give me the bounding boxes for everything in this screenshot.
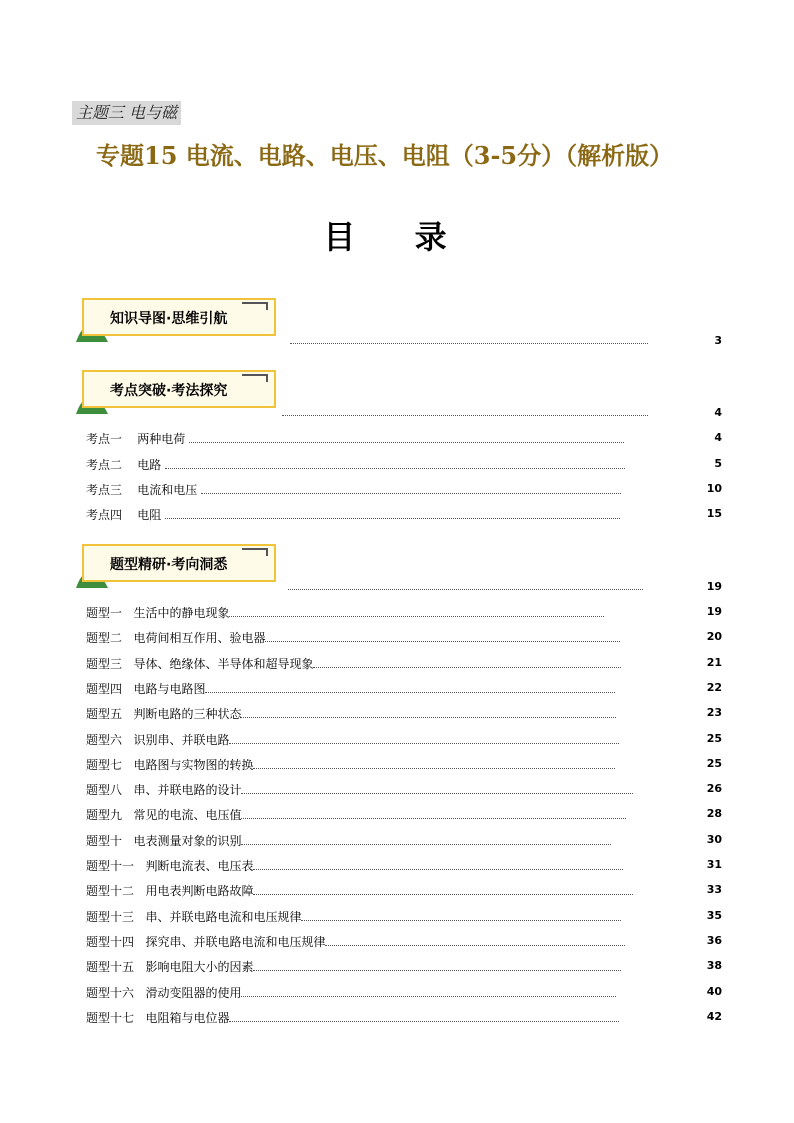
toc-row[interactable] [86, 933, 625, 947]
toc-row-number: 题型十七 [86, 1010, 135, 1025]
toc-row[interactable] [86, 456, 625, 470]
toc-row-title: 电阻箱与电位器 [145, 1010, 230, 1025]
dot-leader [290, 343, 648, 344]
toc-row-title: 识别串、并联电路 [133, 732, 230, 747]
page-number[interactable]: 19 [706, 605, 722, 618]
page-number[interactable]: 26 [706, 782, 722, 796]
dot-leader [229, 608, 604, 617]
dot-leader [189, 434, 624, 443]
dot-leader [165, 460, 625, 469]
toc-row-number: 题型十三 [86, 909, 135, 924]
section-label: 知识导图·思维引航 [110, 311, 228, 327]
toc-row-number: 题型一 [86, 606, 123, 620]
toc-row-title: 串、并联电路电流和电压规律 [145, 909, 302, 924]
toc-row[interactable] [86, 506, 620, 520]
toc-row[interactable] [86, 908, 621, 922]
toc-row-title: 探究串、并联电路电流和电压规律 [145, 934, 326, 949]
document-title: 专题15 电流、电路、电压、电阻（3-5分）（解析版） [96, 141, 674, 170]
section-header-question-types[interactable] [76, 544, 336, 588]
toc-row[interactable] [86, 984, 616, 998]
section-header-exam-points[interactable] [76, 370, 336, 414]
dot-leader [253, 962, 621, 971]
toc-row[interactable] [86, 781, 633, 798]
toc-row-number: 考点三 [86, 483, 123, 497]
dot-leader [205, 684, 615, 693]
page-number[interactable]: 4 [714, 431, 722, 444]
toc-row[interactable] [86, 481, 621, 495]
toc-row-title: 两种电荷 [137, 432, 186, 446]
section-label: 题型精研·考向洞悉 [110, 557, 228, 573]
toc-row[interactable] [86, 857, 623, 871]
page-number[interactable]: 19 [706, 580, 722, 593]
dot-leader [253, 886, 633, 895]
page-number[interactable]: 25 [706, 731, 722, 745]
toc-row-number: 题型四 [86, 681, 123, 696]
toc-row-title: 电阻 [137, 508, 162, 522]
toc-row-title: 常见的电流、电压值 [133, 808, 242, 823]
dot-leader [241, 810, 626, 819]
toc-row-number: 题型十一 [86, 859, 135, 873]
page-number[interactable]: 15 [706, 507, 722, 520]
toc-row[interactable] [86, 705, 616, 722]
dot-leader [288, 589, 643, 590]
toc-row-title: 影响电阻大小的因素 [145, 960, 254, 975]
dot-leader [201, 485, 621, 494]
page-number[interactable]: 5 [714, 457, 722, 470]
toc-row-number: 考点二 [86, 458, 123, 472]
toc-row-number: 题型三 [86, 656, 123, 671]
toc-row-title: 电表测量对象的识别 [133, 833, 242, 848]
dot-leader [265, 633, 620, 642]
dot-leader [282, 415, 648, 416]
corner-mark-icon [242, 548, 268, 556]
page-number[interactable]: 21 [706, 655, 722, 669]
toc-row-title: 电流和电压 [137, 483, 198, 497]
page-number[interactable]: 4 [714, 406, 722, 419]
dot-leader [253, 760, 615, 769]
page-number[interactable]: 23 [706, 706, 722, 720]
page-number[interactable]: 28 [706, 807, 722, 821]
page-number[interactable]: 42 [706, 1009, 722, 1023]
toc-row-number: 题型七 [86, 757, 123, 772]
topic-label: 主题三 电与磁 [72, 101, 181, 125]
page-number[interactable]: 30 [706, 832, 722, 846]
section-label: 考点突破·考法探究 [110, 383, 228, 399]
toc-row-number: 题型十四 [86, 934, 135, 949]
toc-row-title: 生活中的静电现象 [133, 606, 230, 620]
page-number[interactable]: 20 [706, 630, 722, 644]
toc-row[interactable] [86, 958, 621, 975]
dot-leader [301, 912, 621, 921]
toc-row-number: 考点四 [86, 508, 123, 522]
dot-leader [241, 785, 633, 794]
dot-leader [241, 988, 616, 997]
toc-row-title: 电路图与实物图的转换 [133, 757, 254, 772]
page-number[interactable]: 35 [706, 908, 722, 922]
toc-row[interactable] [86, 680, 615, 694]
toc-row[interactable] [86, 756, 615, 770]
toc-row-number: 题型十二 [86, 884, 135, 899]
toc-row[interactable] [86, 604, 604, 618]
toc-row-number: 题型八 [86, 783, 123, 798]
page-number[interactable]: 10 [706, 482, 722, 495]
toc-row-title: 判断电路的三种状态 [133, 707, 242, 722]
dot-leader [241, 836, 611, 845]
toc-row-title: 滑动变阻器的使用 [145, 985, 242, 1000]
page-number[interactable]: 25 [706, 756, 722, 770]
toc-row[interactable] [86, 731, 619, 745]
toc-row[interactable] [86, 430, 624, 444]
toc-row[interactable] [86, 806, 626, 823]
toc-row-title: 电荷间相互作用、验电器 [133, 631, 266, 646]
toc-row[interactable] [86, 655, 621, 669]
section-header-knowledge-map[interactable] [76, 298, 336, 342]
toc-row-number: 题型五 [86, 707, 123, 722]
dot-leader [325, 937, 625, 946]
toc-row-title: 用电表判断电路故障 [145, 884, 254, 899]
page-number[interactable]: 22 [706, 680, 722, 694]
page-number[interactable]: 40 [706, 984, 722, 998]
page-number[interactable]: 36 [706, 933, 722, 947]
toc-row[interactable] [86, 1009, 619, 1023]
toc-row-title: 导体、绝缘体、半导体和超导现象 [133, 656, 314, 671]
toc-row-title: 电路 [137, 458, 162, 472]
toc-row-number: 题型十六 [86, 985, 135, 1000]
dot-leader [241, 709, 616, 718]
dot-leader [229, 735, 619, 744]
page-number[interactable]: 38 [706, 959, 722, 973]
toc-row-title: 串、并联电路的设计 [133, 783, 242, 798]
toc-row[interactable] [86, 832, 611, 846]
toc-row-number: 题型六 [86, 732, 123, 747]
page-number[interactable]: 33 [706, 883, 722, 897]
toc-row-number: 题型十五 [86, 960, 135, 975]
dot-leader [253, 861, 623, 870]
dot-leader [313, 659, 621, 668]
toc-row[interactable] [86, 629, 620, 646]
toc-row-number: 考点一 [86, 432, 123, 446]
corner-mark-icon [242, 374, 268, 382]
page-number[interactable]: 3 [714, 334, 722, 347]
toc-heading: 目 录 [323, 218, 471, 256]
toc-row-title: 电路与电路图 [133, 681, 206, 696]
toc-row-title: 判断电流表、电压表 [145, 859, 254, 873]
toc-row-number: 题型十 [86, 833, 123, 848]
toc-row[interactable] [86, 882, 633, 899]
corner-mark-icon [242, 302, 268, 310]
dot-leader [229, 1013, 619, 1022]
dot-leader [165, 510, 620, 519]
toc-row-number: 题型二 [86, 631, 123, 646]
toc-row-number: 题型九 [86, 808, 123, 823]
page-number[interactable]: 31 [706, 858, 722, 871]
